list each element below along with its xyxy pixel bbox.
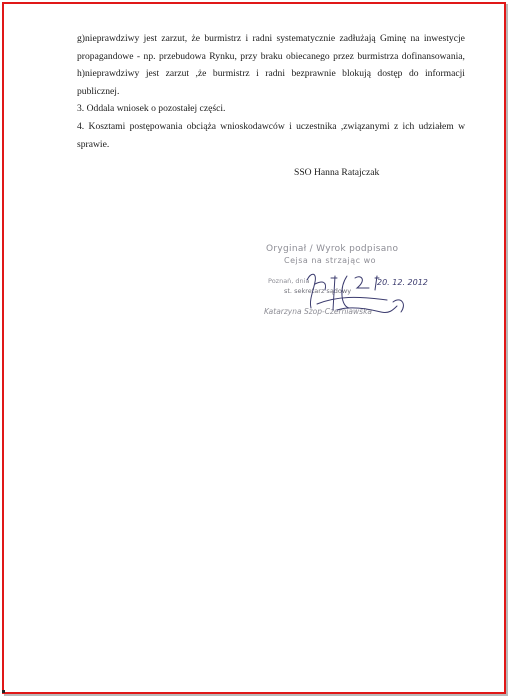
corner-mark xyxy=(2,690,5,693)
document-page xyxy=(2,2,506,694)
word: i xyxy=(256,68,259,80)
word: propagandowe xyxy=(77,50,134,62)
stamp-line-clerk-title: st. sekretarz sądowy xyxy=(284,287,352,295)
word: uczestnika xyxy=(296,120,337,132)
word: i xyxy=(289,120,292,132)
word: ich xyxy=(402,120,415,132)
point-4-line-1 xyxy=(77,118,465,136)
word: burmistrz xyxy=(212,68,250,80)
word: zarzut, xyxy=(161,33,188,44)
word: 4. xyxy=(77,120,85,132)
word: bezprawnie xyxy=(291,68,336,80)
ruling-text xyxy=(77,30,465,153)
handwritten-date: 20. 12. 2012 xyxy=(377,278,428,287)
word: udziałem xyxy=(418,120,454,132)
word: Kosztami xyxy=(88,120,126,132)
word: obiecanego xyxy=(286,50,330,62)
stamp-line-date-prefix: Poznań, dnia xyxy=(268,277,310,285)
paragraph-g-line-2 xyxy=(77,48,465,66)
paragraph-h-line-1 xyxy=(77,65,465,83)
word: na xyxy=(410,33,420,44)
word: i xyxy=(245,33,249,44)
word: ,związanymi xyxy=(340,120,390,132)
word: zadłużają xyxy=(339,33,376,44)
point-3: 3. Oddala wniosek o pozostałej części. xyxy=(77,103,226,115)
word: przebudowa xyxy=(158,50,206,62)
word: jest xyxy=(143,33,157,44)
word: dofinansowania, xyxy=(401,50,465,62)
word: ,że xyxy=(195,68,207,80)
word: radni xyxy=(265,68,286,80)
word: do xyxy=(408,68,419,80)
word: radni xyxy=(252,33,273,44)
word: np. xyxy=(143,50,156,62)
word: systematycznie xyxy=(276,33,336,44)
word: dostęp xyxy=(377,68,403,80)
stamp-line-original: Oryginał / Wyrok podpisano xyxy=(266,244,399,254)
judge-signature-name: SSO Hanna Ratajczak xyxy=(294,167,380,178)
word: przez xyxy=(333,50,354,62)
word: Rynku, xyxy=(209,50,237,62)
word: blokują xyxy=(342,68,371,80)
word: jest xyxy=(145,68,160,80)
word: burmistrz xyxy=(204,33,242,44)
word: przy xyxy=(240,50,258,62)
paragraph-h-line-2: publicznej. xyxy=(77,85,120,97)
word: wnioskodawców xyxy=(220,120,285,132)
point-4-line-2: sprawie. xyxy=(77,138,110,150)
paragraph-g-line-1 xyxy=(77,30,465,48)
handwritten-signature xyxy=(297,266,427,331)
word: - xyxy=(136,50,141,62)
word: braku xyxy=(260,50,283,62)
stamp-line-clerk-name: Katarzyna Szop-Czerniawska xyxy=(264,307,373,316)
word: z xyxy=(393,120,399,132)
handwritten-signature-image xyxy=(297,266,427,326)
word: burmistrza xyxy=(357,50,399,62)
word: obciąża xyxy=(186,120,216,132)
word: w xyxy=(458,120,465,132)
stamp-line-copy: Cejsa na strzając wo xyxy=(284,256,377,265)
word: inwestycje xyxy=(423,33,465,44)
word: zarzut xyxy=(165,68,190,80)
word: Gminę xyxy=(380,33,407,44)
word: informacji xyxy=(425,68,465,80)
word: postępowania xyxy=(129,120,183,132)
word: że xyxy=(191,33,201,44)
word: h)nieprawdziwy xyxy=(77,68,140,80)
word: g)nieprawdziwy xyxy=(77,33,140,44)
